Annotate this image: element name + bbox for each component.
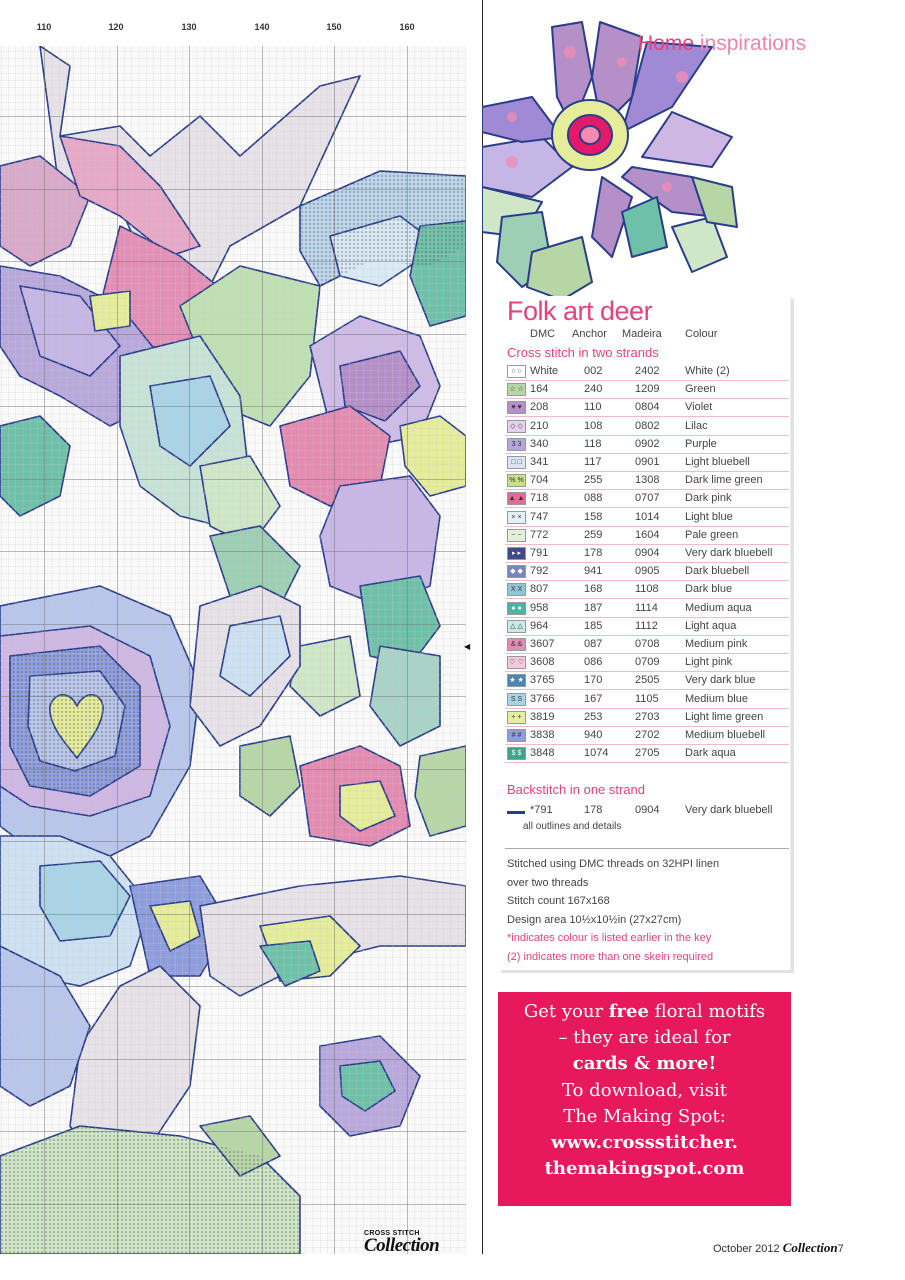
key-cell-dmc: 792 <box>530 565 549 578</box>
key-cell-dmc: 340 <box>530 437 549 450</box>
key-cell-colour: Light aqua <box>685 619 737 632</box>
key-cell-dmc: 3766 <box>530 692 555 705</box>
thread-swatch: ♡ ♡ <box>507 656 526 669</box>
column-number: 120 <box>108 22 124 32</box>
promo-text-bold: free <box>608 1001 649 1022</box>
key-row <box>505 435 789 454</box>
key-cell-madeira: 2703 <box>635 710 660 723</box>
promo-text: floral motifs <box>648 1001 766 1022</box>
promo-line: – they are ideal for <box>558 1027 731 1049</box>
thread-swatch: ★ ★ <box>507 674 526 687</box>
key-row <box>505 690 789 709</box>
key-row <box>505 508 789 527</box>
backstitch-note: all outlines and details <box>523 821 622 832</box>
key-cell-dmc: 3765 <box>530 674 555 687</box>
key-cell-anchor: 167 <box>584 692 603 705</box>
key-cell-colour: Light lime green <box>685 710 764 723</box>
key-cell-anchor: 255 <box>584 474 603 487</box>
key-cell-madeira: 1112 <box>635 619 658 632</box>
thread-swatch: ♥ ♥ <box>507 401 526 414</box>
key-cell-anchor: 086 <box>584 656 603 669</box>
key-cell-colour: Medium pink <box>685 638 748 650</box>
stitching-notes <box>507 855 787 966</box>
column-number: 110 <box>36 22 52 32</box>
key-cell-anchor: 108 <box>584 419 603 432</box>
note-line: Stitched using DMC threads on 32HPI linen <box>507 858 720 870</box>
key-cell-dmc: 964 <box>530 619 549 632</box>
key-row <box>505 453 789 472</box>
thread-swatch: ◆ ◆ <box>507 565 526 578</box>
key-row <box>505 471 789 490</box>
chart-centre-arrow: ◀ <box>464 642 471 651</box>
key-cell-colour: Green <box>685 383 716 396</box>
key-row <box>505 580 789 599</box>
thread-swatch: ○ ○ <box>507 365 526 378</box>
key-row <box>505 562 789 581</box>
thread-swatch: 3 3 <box>507 438 526 451</box>
note-line: over two threads <box>507 876 589 889</box>
section-header-inspirations: inspirations <box>699 32 807 55</box>
promo-text: Get your <box>523 1001 609 1022</box>
key-cell-madeira: 1604 <box>635 528 660 541</box>
promo-line <box>498 999 791 1025</box>
key-cell-madeira: 2402 <box>635 365 660 377</box>
key-cell-dmc: 3819 <box>530 710 555 723</box>
key-cell-colour: Light blue <box>685 510 733 523</box>
key-cell-dmc: 704 <box>530 474 549 487</box>
note-line-pink: *indicates colour is listed earlier in the key <box>507 932 712 944</box>
key-cell-dmc: 747 <box>530 510 549 523</box>
key-row <box>505 671 789 690</box>
column-number: 140 <box>254 22 270 32</box>
key-cell-anchor: 118 <box>584 437 602 450</box>
key-row <box>505 744 789 763</box>
key-cell-madeira: 0802 <box>635 419 660 432</box>
key-cell-dmc: 3608 <box>530 656 555 669</box>
key-cell-anchor: 087 <box>584 638 603 650</box>
key-cell-dmc: 718 <box>530 492 549 505</box>
key-row <box>505 417 789 436</box>
key-cell-anchor: 088 <box>584 492 603 505</box>
key-cell-colour: Medium blue <box>685 692 748 705</box>
key-cell-anchor: 941 <box>584 565 603 578</box>
key-cell-madeira: 0904 <box>635 547 660 559</box>
promo-line <box>498 1051 791 1077</box>
thread-swatch: ▸ ▸ <box>507 547 526 560</box>
backstitch-swatch <box>507 811 525 814</box>
cross-stitch-heading: Cross stitch in two strands <box>507 345 659 360</box>
promo-link[interactable] <box>498 1156 791 1182</box>
key-cell-madeira: 0905 <box>635 565 660 578</box>
logo-big-text: Collection <box>364 1235 440 1256</box>
key-cell-madeira: 1014 <box>635 510 660 523</box>
promo-line: The Making Spot: <box>563 1105 726 1127</box>
key-cell-colour: Dark bluebell <box>685 565 750 578</box>
column-number: 130 <box>181 22 197 32</box>
key-cell-anchor: 185 <box>584 619 603 632</box>
column-header-colour: Colour <box>685 328 718 340</box>
key-cell-dmc: 164 <box>530 383 549 396</box>
column-number: 160 <box>399 22 415 32</box>
footer-brand: Collection <box>782 1240 838 1255</box>
backstitch-heading: Backstitch in one strand <box>507 782 646 797</box>
thread-key-panel <box>498 296 791 970</box>
key-row <box>505 617 789 636</box>
key-cell-colour: Purple <box>685 437 717 450</box>
key-cell-colour: Light bluebell <box>685 456 750 468</box>
thread-swatch: ~ ~ <box>507 529 526 542</box>
key-title: Folk art deer <box>507 296 653 326</box>
key-cell-anchor: 187 <box>584 601 603 614</box>
key-cell-madeira: 0708 <box>635 638 660 650</box>
thread-swatch: % % <box>507 474 526 487</box>
key-cell-anchor: 240 <box>584 383 603 396</box>
key-row <box>505 599 789 618</box>
chart-grid <box>0 46 466 1254</box>
backstitch-row <box>505 802 789 820</box>
thread-swatch: X X <box>507 583 526 596</box>
thread-swatch: + + <box>507 711 526 724</box>
key-row <box>505 362 789 381</box>
key-cell-dmc: 791 <box>530 547 549 559</box>
backstitch-colour: Very dark bluebell <box>685 804 773 816</box>
thread-swatch: S S <box>507 693 526 706</box>
key-row <box>505 398 789 417</box>
key-cell-madeira: 0804 <box>635 401 660 414</box>
note-line-pink: (2) indicates more than one skein required <box>507 950 714 963</box>
thread-swatch: # # <box>507 729 526 742</box>
key-cell-dmc: 772 <box>530 528 549 541</box>
key-cell-madeira: 1209 <box>635 383 660 396</box>
key-cell-madeira: 1114 <box>635 601 658 614</box>
section-header-home: Home <box>638 32 695 55</box>
key-row <box>505 726 789 745</box>
key-cell-dmc: 3848 <box>530 747 555 760</box>
key-cell-dmc: 3838 <box>530 729 555 741</box>
key-cell-dmc: 3607 <box>530 638 555 650</box>
promo-text-bold: cards & more! <box>572 1053 717 1075</box>
logo-small-text: CROSS STITCH <box>364 1230 420 1237</box>
key-cell-madeira: 1108 <box>635 583 659 596</box>
key-cell-anchor: 170 <box>584 674 603 687</box>
key-cell-madeira: 2505 <box>635 674 660 687</box>
key-cell-anchor: 002 <box>584 365 603 377</box>
backstitch-dmc: *791 <box>530 804 553 816</box>
promo-line: To download, visit <box>562 1079 727 1101</box>
thread-swatch: △ △ <box>507 620 526 633</box>
key-row <box>505 380 789 399</box>
download-promo-box[interactable] <box>498 992 791 1206</box>
key-row <box>505 544 789 563</box>
column-number: 150 <box>326 22 342 32</box>
key-cell-anchor: 259 <box>584 528 603 541</box>
key-cell-anchor: 1074 <box>584 747 609 760</box>
key-cell-dmc: 208 <box>530 401 549 414</box>
key-cell-anchor: 940 <box>584 729 603 741</box>
key-row <box>505 708 789 727</box>
key-cell-colour: Light pink <box>685 656 733 669</box>
column-header-dmc: DMC <box>530 328 556 340</box>
thread-swatch: & & <box>507 638 526 651</box>
backstitch-madeira: 0904 <box>635 804 660 816</box>
key-row <box>505 489 789 508</box>
key-cell-dmc: White <box>530 365 559 377</box>
promo-url[interactable]: themakingspot.com <box>544 1158 745 1180</box>
thread-swatch: ▲ ▲ <box>507 492 526 505</box>
key-cell-anchor: 110 <box>584 401 602 414</box>
thread-swatch: ☆ ☆ <box>507 383 526 396</box>
key-cell-colour: Pale green <box>685 528 739 541</box>
promo-link[interactable] <box>498 1130 791 1156</box>
key-cell-colour: Dark aqua <box>685 747 736 760</box>
column-header-anchor: Anchor <box>572 328 607 340</box>
section-header <box>638 32 806 56</box>
key-cell-madeira: 0707 <box>635 492 660 505</box>
key-cell-dmc: 341 <box>530 456 549 468</box>
key-cell-anchor: 168 <box>584 583 603 596</box>
footer-date: October 2012 <box>713 1243 780 1255</box>
page-number: 7 <box>837 1243 844 1255</box>
key-cell-anchor: 178 <box>584 547 603 559</box>
key-cell-colour: Very dark bluebell <box>685 547 773 559</box>
thread-swatch: × × <box>507 511 526 524</box>
key-cell-colour: Violet <box>685 401 713 414</box>
key-cell-madeira: 0902 <box>635 437 660 450</box>
key-cell-madeira: 0901 <box>635 456 660 468</box>
key-cell-colour: Dark pink <box>685 492 732 505</box>
chart-column-numbers <box>0 0 466 40</box>
key-cell-anchor: 117 <box>584 456 602 468</box>
key-cell-madeira: 2705 <box>635 747 660 760</box>
promo-url[interactable]: www.crossstitcher. <box>551 1132 738 1154</box>
key-cell-dmc: 958 <box>530 601 549 614</box>
key-cell-colour: Very dark blue <box>685 674 756 687</box>
key-cell-madeira: 2702 <box>635 729 660 741</box>
key-row <box>505 526 789 545</box>
key-cell-colour: Dark blue <box>685 583 733 596</box>
column-header-madeira: Madeira <box>622 328 662 340</box>
key-cell-madeira: 1308 <box>635 474 660 487</box>
key-cell-colour: Medium aqua <box>685 601 752 614</box>
key-row <box>505 653 789 672</box>
flower-motif-image <box>482 17 742 300</box>
backstitch-anchor: 178 <box>584 804 603 816</box>
magazine-logo <box>364 1230 468 1256</box>
separator <box>505 848 789 849</box>
key-cell-dmc: 210 <box>530 419 549 432</box>
thread-swatch: □ □ <box>507 456 526 469</box>
key-cell-colour: White (2) <box>685 365 730 377</box>
key-cell-madeira: 1105 <box>635 692 659 705</box>
thread-swatch: ◇ ◇ <box>507 420 526 433</box>
page-footer <box>713 1240 844 1256</box>
key-cell-colour: Dark lime green <box>685 474 763 487</box>
key-cell-colour: Medium bluebell <box>685 729 766 741</box>
key-row <box>505 635 789 654</box>
note-line: Design area 10½x10½in (27x27cm) <box>507 913 682 926</box>
key-cell-anchor: 158 <box>584 510 603 523</box>
key-cell-anchor: 253 <box>584 710 603 723</box>
thread-swatch: $ $ <box>507 747 526 760</box>
key-cell-dmc: 807 <box>530 583 549 596</box>
key-cell-madeira: 0709 <box>635 656 660 669</box>
key-cell-colour: Lilac <box>685 419 708 432</box>
thread-swatch: ● ● <box>507 602 526 615</box>
note-line: Stitch count 167x168 <box>507 895 610 907</box>
